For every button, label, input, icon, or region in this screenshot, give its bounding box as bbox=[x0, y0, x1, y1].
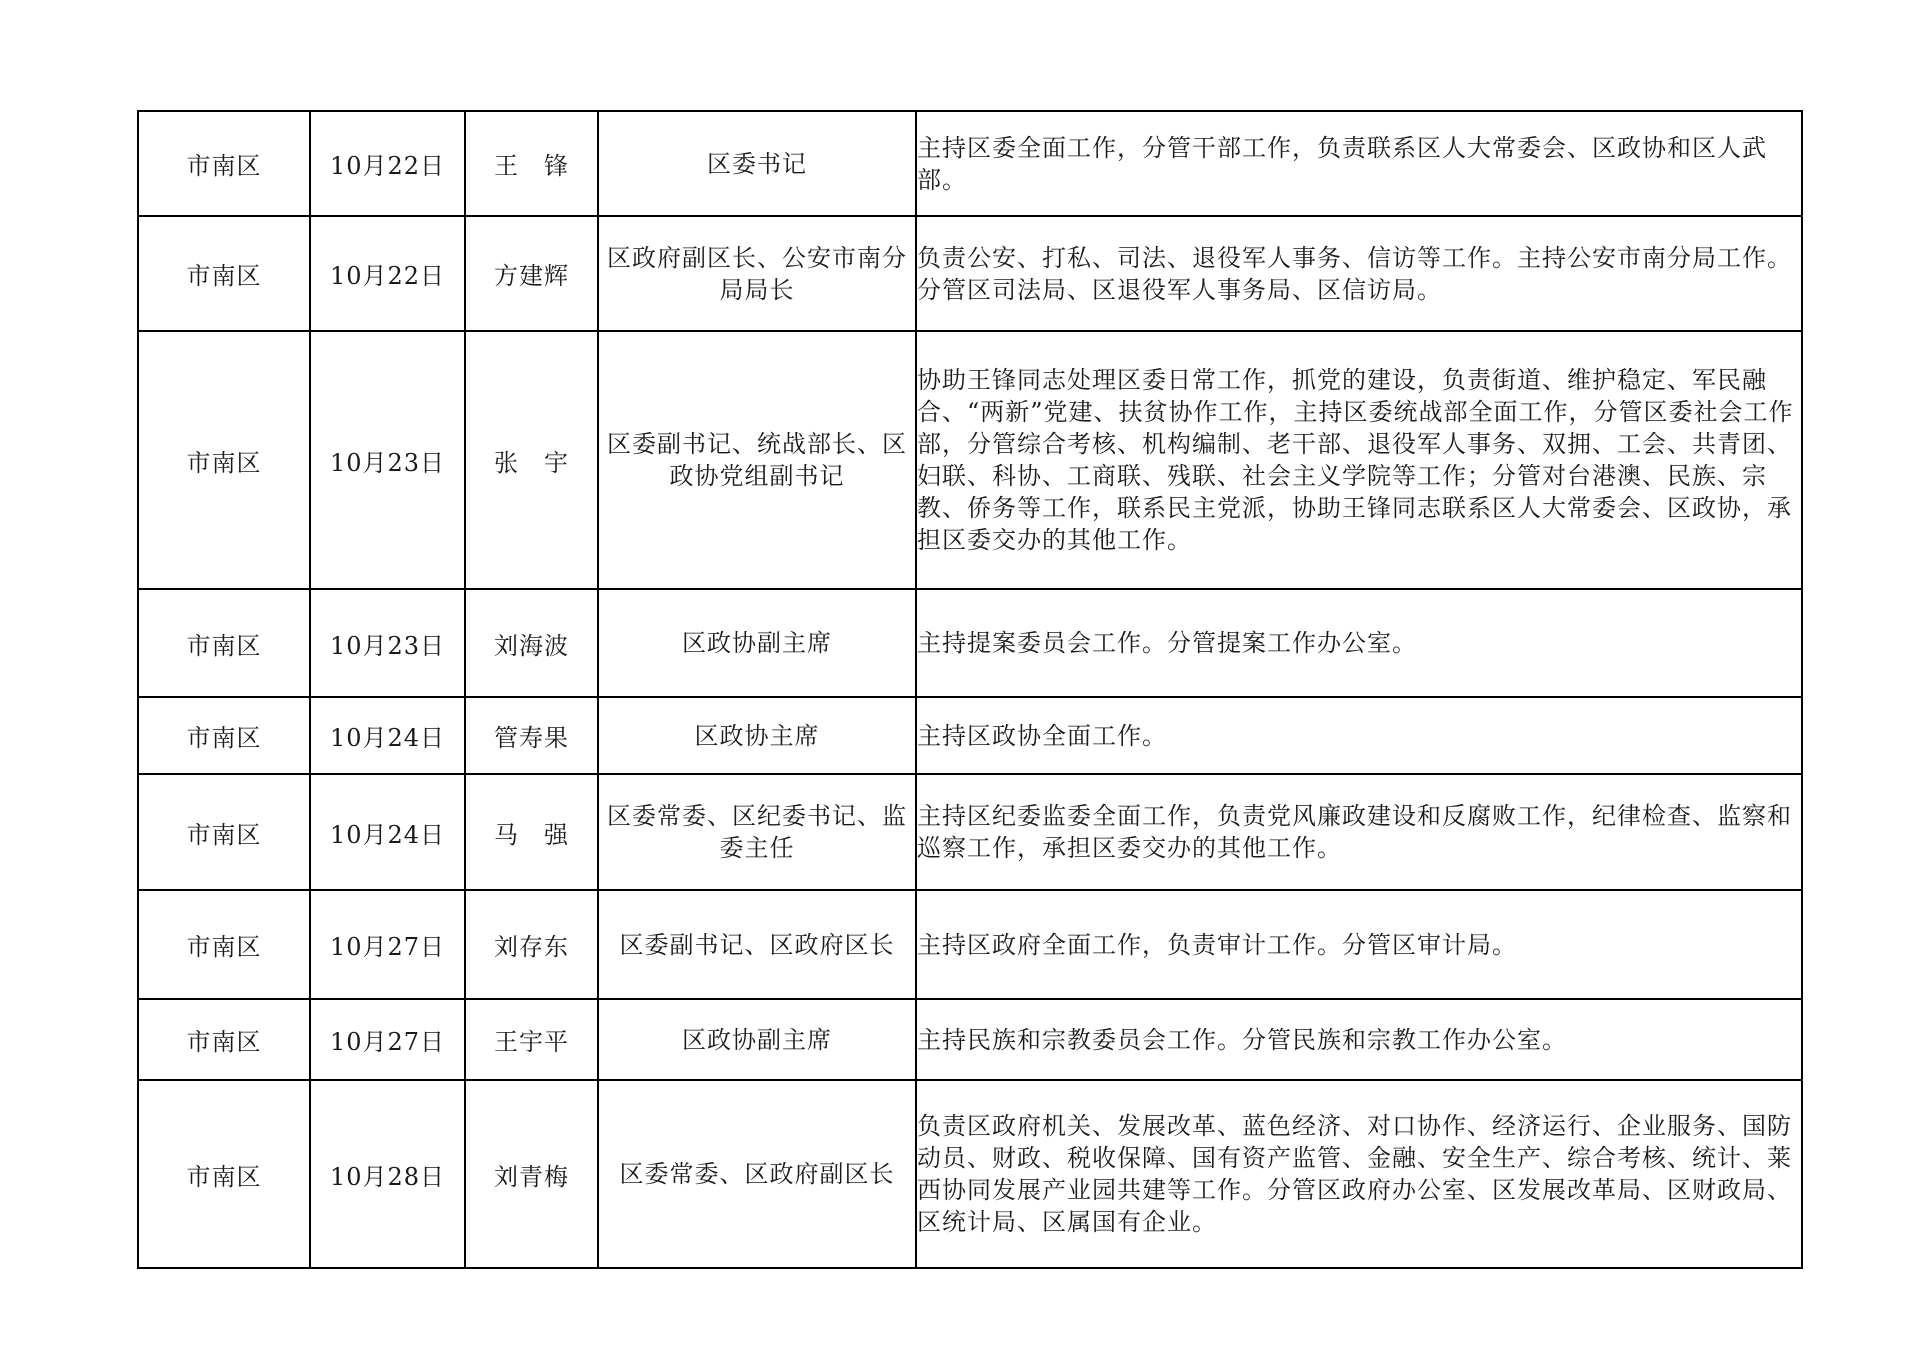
date-cell: 10月22日 bbox=[310, 216, 465, 331]
duties-cell: 主持民族和宗教委员会工作。分管民族和宗教工作办公室。 bbox=[916, 999, 1802, 1080]
date-cell: 10月23日 bbox=[310, 331, 465, 589]
table-row bbox=[138, 589, 1802, 697]
date-cell: 10月23日 bbox=[310, 589, 465, 697]
district-cell: 市南区 bbox=[138, 111, 310, 216]
name-cell: 刘青梅 bbox=[465, 1080, 598, 1268]
title-cell: 区委书记 bbox=[598, 111, 916, 216]
district-cell: 市南区 bbox=[138, 1080, 310, 1268]
date-cell: 10月27日 bbox=[310, 999, 465, 1080]
duties-cell: 负责区政府机关、发展改革、蓝色经济、对口协作、经济运行、企业服务、国防动员、财政、税收保障、国有资产监管、金融、安全生产、综合考核、统计、莱西协同发展产业园共建等工作。分管区政府办公室、区发展改革局、区财政局、区统计局、区属国有企业。 bbox=[916, 1080, 1802, 1268]
date-cell: 10月24日 bbox=[310, 697, 465, 774]
schedule-table bbox=[137, 110, 1803, 1269]
district-cell: 市南区 bbox=[138, 890, 310, 999]
title-cell: 区委副书记、统战部长、区政协党组副书记 bbox=[598, 331, 916, 589]
name-cell: 马 强 bbox=[465, 774, 598, 890]
district-cell: 市南区 bbox=[138, 774, 310, 890]
duties-cell: 主持区政协全面工作。 bbox=[916, 697, 1802, 774]
date-cell: 10月24日 bbox=[310, 774, 465, 890]
name-cell: 刘存东 bbox=[465, 890, 598, 999]
table-row bbox=[138, 890, 1802, 999]
date-cell: 10月27日 bbox=[310, 890, 465, 999]
name-cell: 张 宇 bbox=[465, 331, 598, 589]
table-row bbox=[138, 999, 1802, 1080]
table-row bbox=[138, 697, 1802, 774]
name-cell: 方建辉 bbox=[465, 216, 598, 331]
district-cell: 市南区 bbox=[138, 216, 310, 331]
table-row bbox=[138, 774, 1802, 890]
name-cell: 王 锋 bbox=[465, 111, 598, 216]
name-cell: 王宇平 bbox=[465, 999, 598, 1080]
date-cell: 10月22日 bbox=[310, 111, 465, 216]
title-cell: 区委副书记、区政府区长 bbox=[598, 890, 916, 999]
title-cell: 区政协副主席 bbox=[598, 999, 916, 1080]
title-cell: 区政协副主席 bbox=[598, 589, 916, 697]
table-row bbox=[138, 1080, 1802, 1268]
district-cell: 市南区 bbox=[138, 999, 310, 1080]
table-row bbox=[138, 331, 1802, 589]
district-cell: 市南区 bbox=[138, 589, 310, 697]
name-cell: 管寿果 bbox=[465, 697, 598, 774]
district-cell: 市南区 bbox=[138, 331, 310, 589]
table-row bbox=[138, 216, 1802, 331]
name-cell: 刘海波 bbox=[465, 589, 598, 697]
title-cell: 区政府副区长、公安市南分局局长 bbox=[598, 216, 916, 331]
duties-cell: 主持区纪委监委全面工作，负责党风廉政建设和反腐败工作，纪律检查、监察和巡察工作，承担区委交办的其他工作。 bbox=[916, 774, 1802, 890]
title-cell: 区委常委、区纪委书记、监委主任 bbox=[598, 774, 916, 890]
title-cell: 区政协主席 bbox=[598, 697, 916, 774]
duties-cell: 主持提案委员会工作。分管提案工作办公室。 bbox=[916, 589, 1802, 697]
date-cell: 10月28日 bbox=[310, 1080, 465, 1268]
district-cell: 市南区 bbox=[138, 697, 310, 774]
duties-cell: 负责公安、打私、司法、退役军人事务、信访等工作。主持公安市南分局工作。分管区司法局、区退役军人事务局、区信访局。 bbox=[916, 216, 1802, 331]
duties-cell: 协助王锋同志处理区委日常工作，抓党的建设，负责街道、维护稳定、军民融合、“两新”党建、扶贫协作工作，主持区委统战部全面工作，分管区委社会工作部，分管综合考核、机构编制、老干部、退役军人事务、双拥、工会、共青团、妇联、科协、工商联、残联、社会主义学院等工作；分管对台港澳、民族、宗教、侨务等工作，联系民主党派，协助王锋同志联系区人大常委会、区政协，承担区委交办的其他工作。 bbox=[916, 331, 1802, 589]
duties-cell: 主持区委全面工作，分管干部工作，负责联系区人大常委会、区政协和区人武部。 bbox=[916, 111, 1802, 216]
title-cell: 区委常委、区政府副区长 bbox=[598, 1080, 916, 1268]
duties-cell: 主持区政府全面工作，负责审计工作。分管区审计局。 bbox=[916, 890, 1802, 999]
table-row bbox=[138, 111, 1802, 216]
